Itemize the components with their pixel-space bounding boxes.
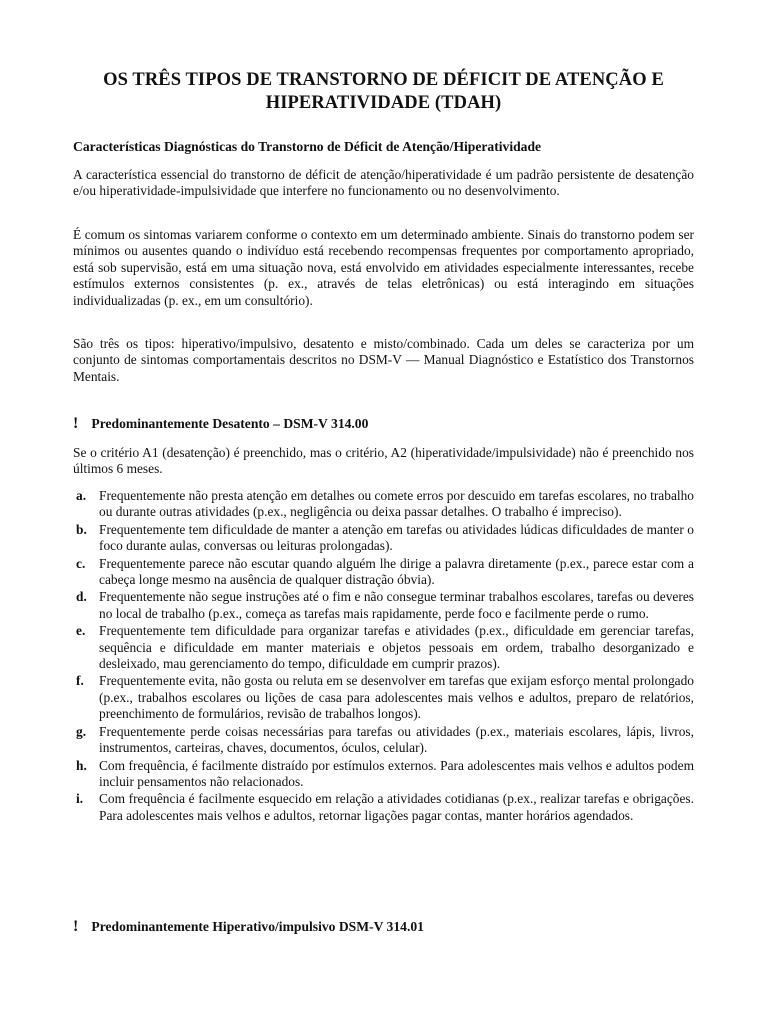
symptom-list — [73, 488, 694, 825]
list-item-marker: c. — [76, 555, 86, 571]
list-item — [73, 724, 694, 757]
paragraph-symptom-variation: É comum os sintomas variarem conforme o contexto em um determinado ambiente. Sinais do transtorno podem ser mínimos ou ausentes quando o indivíduo está recebendo recompensas frequentes por comportamento apropriado, está sob supervisão, está em uma situação nova, está envolvido em atividades especialmente interessantes, recebe estímulos externos consistentes (p. ex., através de telas eletrônicas) ou está interagindo em situações individualizadas (p. ex., em um consultório). — [73, 227, 694, 308]
list-item-text: Frequentemente tem dificuldade para organizar tarefas e atividades (p.ex., dificuldade em gerenciar tarefas, sequência e dificuldade em manter materiais e objetos pessoais em ordem, trabalho desorganizado e desleixado, mau gerenciamento do tempo, dificuldade em cumprir prazos). — [99, 623, 694, 672]
section-heading-hyperactive — [73, 919, 424, 935]
list-item-text: Com frequência, é facilmente distraído por estímulos externos. Para adolescentes mais velhos e adultos podem incluir pensamentos não relacionados. — [99, 757, 694, 789]
list-item-marker: d. — [76, 589, 87, 605]
list-item-text: Frequentemente parece não escutar quando alguém lhe dirige a palavra diretamente (p.ex., parece estar com a cabeça longe mesmo na ausência de qualquer distração óbvia). — [99, 555, 694, 588]
list-item-marker: h. — [76, 757, 87, 773]
list-item-text: Frequentemente perde coisas necessárias para tarefas ou atividades (p.ex., materiais escolares, lápis, livros, instrumentos, carteiras, chaves, documentos, óculos, celular). — [99, 723, 694, 756]
list-item — [73, 522, 694, 555]
section-heading-label: Predominantemente Desatento – DSM-V 314.00 — [91, 416, 369, 431]
exclamation-bullet-icon: ! — [73, 918, 79, 935]
list-item — [73, 589, 694, 622]
list-item-marker: i. — [76, 791, 84, 807]
section-heading-label: Predominantemente Hiperativo/impulsivo DSM-V 314.01 — [91, 919, 424, 934]
paragraph-criterion-intro: Se o critério A1 (desatenção) é preenchido, mas o critério, A2 (hiperatividade/impulsividade) não é preenchido nos últimos 6 meses. — [73, 445, 694, 477]
list-item — [73, 791, 694, 824]
list-item-text: Com frequência é facilmente esquecido em relação a atividades cotidianas (p.ex., realizar tarefas e obrigações. Para adolescentes mais velhos e adultos, retornar ligações pagar contas, manter horários agendados. — [99, 791, 694, 823]
list-item-text: Frequentemente tem dificuldade de manter a atenção em tarefas ou atividades lúdicas dificuldades de manter o foco durante aulas, conversas ou leituras prolongadas). — [99, 521, 694, 554]
list-item-marker: b. — [76, 521, 87, 537]
list-item — [73, 673, 694, 722]
paragraph-essential-feature: A característica essencial do transtorno de déficit de atenção/hiperatividade é um padrão persistente de desatenção e/ou hiperatividade-impulsividade que interfere no funcionamento ou no desenvolvimento. — [73, 167, 694, 199]
list-item — [73, 758, 694, 791]
document-title: OS TRÊS TIPOS DE TRANSTORNO DE DÉFICIT DE ATENÇÃO E HIPERATIVIDADE (TDAH) — [103, 70, 664, 113]
section-heading-inattentive — [73, 416, 368, 432]
list-item — [73, 556, 694, 589]
list-item-marker: g. — [76, 723, 87, 739]
list-item-text: Frequentemente não segue instruções até o fim e não consegue terminar trabalhos escolares, tarefas ou deveres no local de trabalho (p.ex., começa as tarefas mais rapidamente, perde foco e facilmente perde o rumo. — [99, 589, 694, 621]
diagnostic-subtitle: Características Diagnósticas do Transtorno de Déficit de Atenção/Hiperatividade — [73, 139, 542, 154]
exclamation-bullet-icon: ! — [73, 415, 79, 432]
list-item — [73, 488, 694, 521]
list-item-text: Frequentemente não presta atenção em detalhes ou comete erros por descuido em tarefas escolares, no trabalho ou durante outras atividades (p.ex., negligência ou deixa passar detalhes. O trabalho é impreciso). — [99, 488, 694, 520]
list-item-marker: a. — [76, 488, 87, 503]
list-item-text: Frequentemente evita, não gosta ou reluta em se desenvolver em tarefas que exijam esforço mental prolongado (p.ex., trabalhos escolares ou lições de casa para adolescentes mais velhos e adultos, preparo de relatórios, preenchimento de formulários, revisão de trabalhos longos). — [99, 673, 694, 722]
paragraph-three-types: São três os tipos: hiperativo/impulsivo, desatento e misto/combinado. Cada um deles se caracteriza por um conjunto de sintomas comportamentais descritos no DSM-V — Manual Diagnóstico e Estatístico dos Transtornos Mentais. — [73, 336, 694, 384]
list-item-marker: e. — [76, 623, 86, 639]
list-item — [73, 623, 694, 672]
list-item-marker: f. — [76, 673, 84, 689]
